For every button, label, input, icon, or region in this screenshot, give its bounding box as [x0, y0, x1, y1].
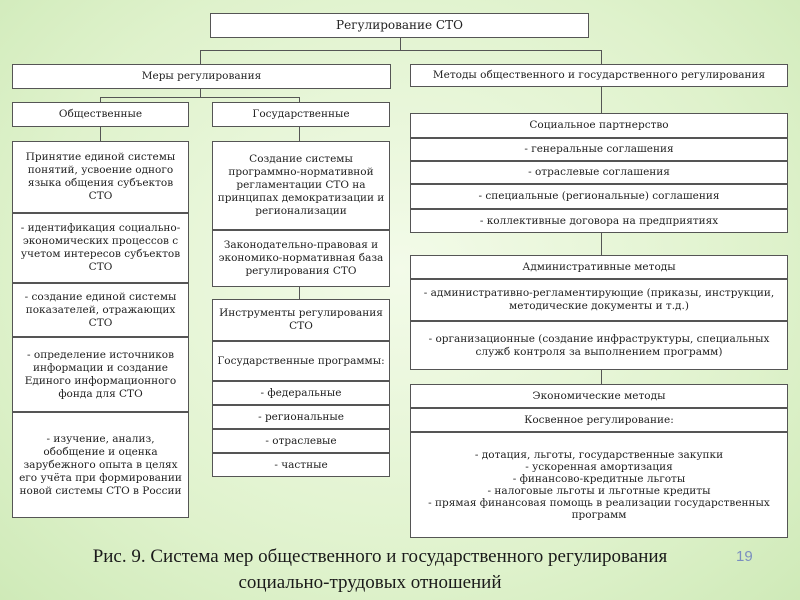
- public-item-4: [12, 337, 189, 412]
- social-header-label: Социальное партнерство: [529, 119, 669, 131]
- connector: [601, 233, 602, 255]
- indirect-box: [410, 408, 788, 432]
- indirect-label: Косвенное регулирование:: [524, 413, 674, 426]
- figure-caption-line-1: Рис. 9. Система мер общественного и государственного регулирования: [92, 546, 668, 567]
- root-box: [210, 13, 589, 38]
- econ-items-box: [410, 432, 788, 538]
- program-item-text: - федеральные: [260, 386, 342, 399]
- connector: [299, 127, 300, 141]
- programs-header-label: Государственные программы:: [217, 354, 385, 367]
- social-item-text: - специальные (региональные) соглашения: [478, 190, 720, 202]
- state-header-label: Государственные: [252, 108, 350, 120]
- root-label: Регулирование СТО: [336, 18, 463, 32]
- instruments-box: [212, 299, 390, 341]
- program-item-text: - региональные: [258, 410, 344, 423]
- methods-box: [410, 64, 788, 87]
- social-item-text: - отраслевые соглашения: [528, 166, 670, 178]
- measures-label: Меры регулирования: [141, 70, 262, 82]
- public-item-2: [12, 213, 189, 283]
- state-header-box: [212, 102, 390, 127]
- admin-item: [410, 279, 788, 321]
- connector: [100, 127, 101, 141]
- social-header-box: [410, 113, 788, 138]
- econ-item-text: - прямая финансовая помощь в реализации государственных программ: [428, 497, 770, 521]
- figure-caption-line-2: социально-трудовых отношений: [238, 572, 502, 593]
- econ-header-box: [410, 384, 788, 408]
- program-item: [212, 429, 390, 453]
- admin-item-text: - административно-регламентирующие (приказы, инструкции, методические документы и т.д.): [423, 287, 775, 312]
- page-number: 19: [736, 548, 753, 565]
- program-item-text: - частные: [274, 458, 328, 471]
- social-item: [410, 161, 788, 184]
- programs-header-box: [212, 341, 390, 381]
- public-item-text: - идентификация социально-экономических процессов с учетом интересов субъектов СТО: [20, 222, 181, 273]
- connector: [601, 370, 602, 384]
- public-header-box: [12, 102, 189, 127]
- state-item-text: Законодательно-правовая и экономико-нормативная база регулирования СТО: [218, 239, 384, 277]
- state-item-1: [212, 141, 390, 230]
- social-item: [410, 138, 788, 161]
- connector: [200, 89, 201, 97]
- econ-header-label: Экономические методы: [532, 389, 666, 402]
- public-item-3: [12, 283, 189, 337]
- public-item-1: [12, 141, 189, 213]
- econ-item-text: - финансово-кредитные льготы: [512, 473, 686, 485]
- connector: [100, 97, 300, 98]
- connector: [200, 50, 602, 51]
- connector: [601, 50, 602, 64]
- social-item-text: - генеральные соглашения: [524, 143, 674, 155]
- admin-item-text: - организационные (создание инфраструктуры, специальных служб контроля за выполнением программ): [428, 332, 770, 358]
- public-item-text: - определение источников информации и создание Единого информационного фонда для СТО: [24, 348, 177, 400]
- connector: [400, 38, 401, 50]
- admin-item: [410, 321, 788, 370]
- econ-item-text: - налоговые льготы и льготные кредиты: [487, 485, 711, 497]
- social-item: [410, 184, 788, 209]
- program-item: [212, 405, 390, 429]
- connector: [601, 87, 602, 113]
- public-header-label: Общественные: [58, 108, 143, 120]
- connector: [299, 287, 300, 299]
- public-item-text: Принятие единой системы понятий, усвоение одного языка общения субъектов СТО: [25, 151, 176, 202]
- public-item-text: - изучение, анализ, обобщение и оценка зарубежного опыта в целях его учёта при формировании новой системы СТО в России: [19, 432, 182, 497]
- econ-item-text: - ускоренная амортизация: [525, 461, 673, 473]
- public-item-text: - создание единой системы показателей, отражающих СТО: [24, 290, 177, 329]
- state-item-text: Создание системы программно-нормативной регламентации СТО на принципах демократизации и регионализации: [217, 153, 385, 217]
- connector: [200, 50, 201, 64]
- public-item-5: [12, 412, 189, 518]
- social-item: [410, 209, 788, 233]
- instruments-label: Инструменты регулирования СТО: [219, 307, 383, 332]
- methods-label: Методы общественного и государственного регулирования: [432, 69, 766, 81]
- admin-header-box: [410, 255, 788, 279]
- program-item: [212, 381, 390, 405]
- econ-item-text: - дотация, льготы, государственные закупки: [474, 449, 724, 461]
- state-item-2: [212, 230, 390, 287]
- measures-box: [12, 64, 391, 89]
- social-item-text: - коллективные договора на предприятиях: [479, 214, 719, 227]
- program-item: [212, 453, 390, 477]
- program-item-text: - отраслевые: [265, 434, 337, 447]
- admin-header-label: Административные методы: [522, 260, 676, 273]
